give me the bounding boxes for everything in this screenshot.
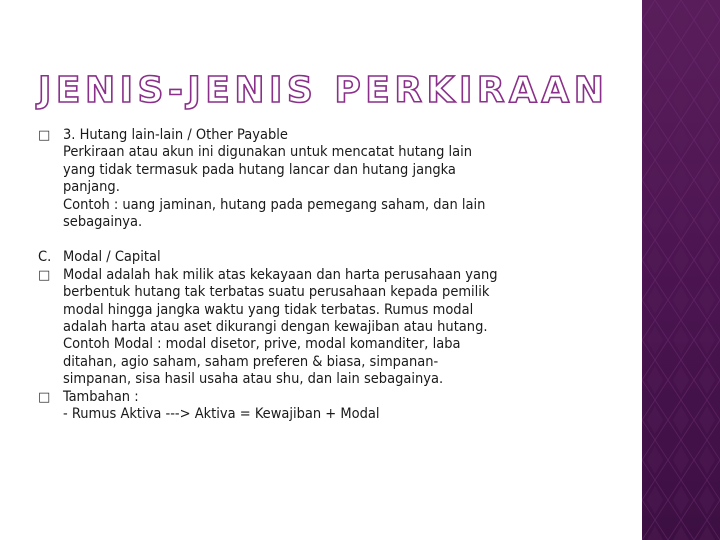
text-line: Tambahan :	[63, 388, 139, 405]
text-line: Contoh : uang jaminan, hutang pada pemegang saham, dan lain	[63, 196, 486, 213]
list-item	[38, 127, 618, 231]
text-line: 3. Hutang lain-lain / Other Payable	[63, 127, 288, 143]
bullet-icon: □	[38, 128, 51, 143]
bullet-icon: □	[38, 389, 51, 405]
item-text	[63, 389, 618, 424]
text-line: berbentuk hutang tak terbatas suatu perusahaan kepada pemilik	[63, 284, 490, 301]
text-line: yang tidak termasuk pada hutang lancar dan hutang jangka	[63, 161, 456, 178]
list-item	[38, 267, 618, 389]
section-prefix: C.	[38, 249, 52, 266]
text-line: adalah harta atau aset dikurangi dengan kewajiban atau hutang.	[63, 319, 488, 336]
spacer	[38, 231, 618, 249]
list-item	[38, 389, 618, 424]
slide-title: JENIS-JENIS PERKIRAAN	[38, 70, 609, 111]
bullet-icon: □	[38, 267, 51, 283]
text-line: Modal adalah hak milik atas kekayaan dan harta perusahaan yang	[63, 266, 498, 283]
text-line: panjang.	[63, 179, 120, 196]
text-line: sebagainya.	[63, 214, 143, 231]
text-line: ditahan, agio saham, saham preferen & biasa, simpanan-	[63, 353, 439, 370]
text-line: Perkiraan atau akun ini digunakan untuk mencatat hutang lain	[63, 144, 473, 161]
section-title: Modal / Capital	[63, 249, 161, 266]
text-line: simpanan, sisa hasil usaha atau shu, dan lain sebagainya.	[63, 371, 444, 388]
item-text	[63, 267, 618, 389]
text-line: Contoh Modal : modal disetor, prive, modal komanditer, laba	[63, 336, 461, 353]
text-line: - Rumus Aktiva ---> Aktiva = Kewajiban + Modal	[63, 406, 380, 423]
decorative-side-panel	[642, 0, 720, 540]
text-line: modal hingga jangka waktu yang tidak terbatas. Rumus modal	[63, 301, 474, 318]
item-text	[63, 127, 618, 231]
diamond-pattern	[642, 0, 720, 540]
slide-content	[38, 127, 618, 424]
section-heading	[38, 249, 618, 266]
